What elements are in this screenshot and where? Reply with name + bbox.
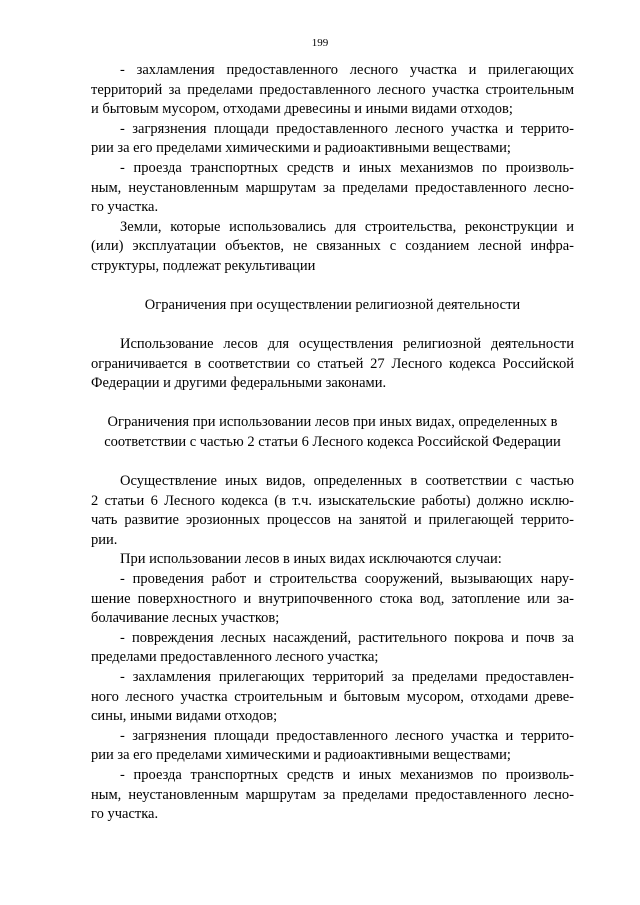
heading-line: Ограничения при осуществлении религиозной деятельности xyxy=(144,296,521,313)
text-line: чать развитие эрозионных процессов на занятой и прилегающей террито- xyxy=(91,512,574,529)
text-line: - проезда транспортных средств и иных механизмов по произволь- xyxy=(120,159,574,176)
text-line: - проведения работ и строительства сооружений, вызывающих нару- xyxy=(120,571,574,588)
paragraph xyxy=(91,570,574,629)
paragraph xyxy=(91,629,574,668)
text-line: - захламления прилегающих территорий за пределами предоставлен- xyxy=(120,669,574,686)
paragraph xyxy=(91,550,574,570)
heading-line: Ограничения при использовании лесов при иных видах, определенных в xyxy=(107,413,558,430)
text-line: рии. xyxy=(91,531,118,548)
text-line: - проезда транспортных средств и иных механизмов по произволь- xyxy=(120,767,574,783)
paragraph xyxy=(91,218,574,277)
document-body xyxy=(91,61,574,825)
paragraph xyxy=(91,120,574,159)
text-line: - захламления предоставленного лесного участка и прилегающих xyxy=(120,62,574,78)
text-line: и бытовым мусором, отходами древесины и иными видами отходов; xyxy=(91,101,513,118)
text-line: рии за его пределами химическими и радиоактивными веществами; xyxy=(91,140,511,157)
text-line: Федерации и другими федеральными законами. xyxy=(91,375,387,392)
section-heading xyxy=(91,296,574,316)
text-line: пределами предоставленного лесного участка; xyxy=(91,649,379,666)
text-line: ным, неустановленным маршрутам за пределами предоставленного лесно- xyxy=(91,179,574,196)
paragraph xyxy=(91,335,574,394)
section-heading xyxy=(91,413,574,452)
text-line: ного лесного участка строительным и бытовым мусором, отходами древе- xyxy=(91,688,574,705)
text-line: При использовании лесов в иных видах исключаются случаи: xyxy=(120,551,502,568)
paragraph xyxy=(91,727,574,766)
text-line: территорий за пределами предоставленного лесного участка строительным xyxy=(91,81,574,98)
text-line: болачивание лесных участков; xyxy=(91,610,280,627)
text-line: 2 статьи 6 Лесного кодекса (в т.ч. изыскательские работы) должно исклю- xyxy=(91,492,574,509)
text-line: (или) эксплуатации объектов, не связанных с созданием лесной инфра- xyxy=(91,238,574,255)
paragraph xyxy=(91,668,574,727)
text-line: рии за его пределами химическими и радиоактивными веществами; xyxy=(91,747,511,764)
text-line: шение поверхностного и внутрипочвенного стока вод, затопление или за- xyxy=(91,590,574,607)
page-number: 199 xyxy=(311,37,329,49)
heading-line: соответствии с частью 2 статьи 6 Лесного кодекса Российской Федерации xyxy=(104,433,561,450)
text-line: Использование лесов для осуществления религиозной деятельности xyxy=(120,336,574,353)
text-line: Осуществление иных видов, определенных в соответствии с частью xyxy=(120,473,574,490)
text-line: Земли, которые использовались для строительства, реконструкции и xyxy=(120,218,574,235)
text-line: - загрязнения площади предоставленного лесного участка и террито- xyxy=(120,727,574,744)
text-line: - повреждения лесных насаждений, растительного покрова и почв за xyxy=(120,629,574,646)
paragraph xyxy=(91,766,574,825)
text-line: го участка. xyxy=(91,199,159,216)
text-line: - загрязнения площади предоставленного лесного участка и террито- xyxy=(120,120,574,137)
text-line: ограничивается в соответствии со статьей 27 Лесного кодекса Российской xyxy=(91,355,574,372)
text-line: го участка. xyxy=(91,806,159,823)
text-line: структуры, подлежат рекультивации xyxy=(91,257,316,274)
paragraph xyxy=(91,61,574,120)
text-line: ным, неустановленным маршрутам за пределами предоставленного лесно- xyxy=(91,786,574,803)
paragraph xyxy=(91,159,574,218)
paragraph xyxy=(91,472,574,550)
text-line: сины, иными видами отходов; xyxy=(91,708,278,725)
